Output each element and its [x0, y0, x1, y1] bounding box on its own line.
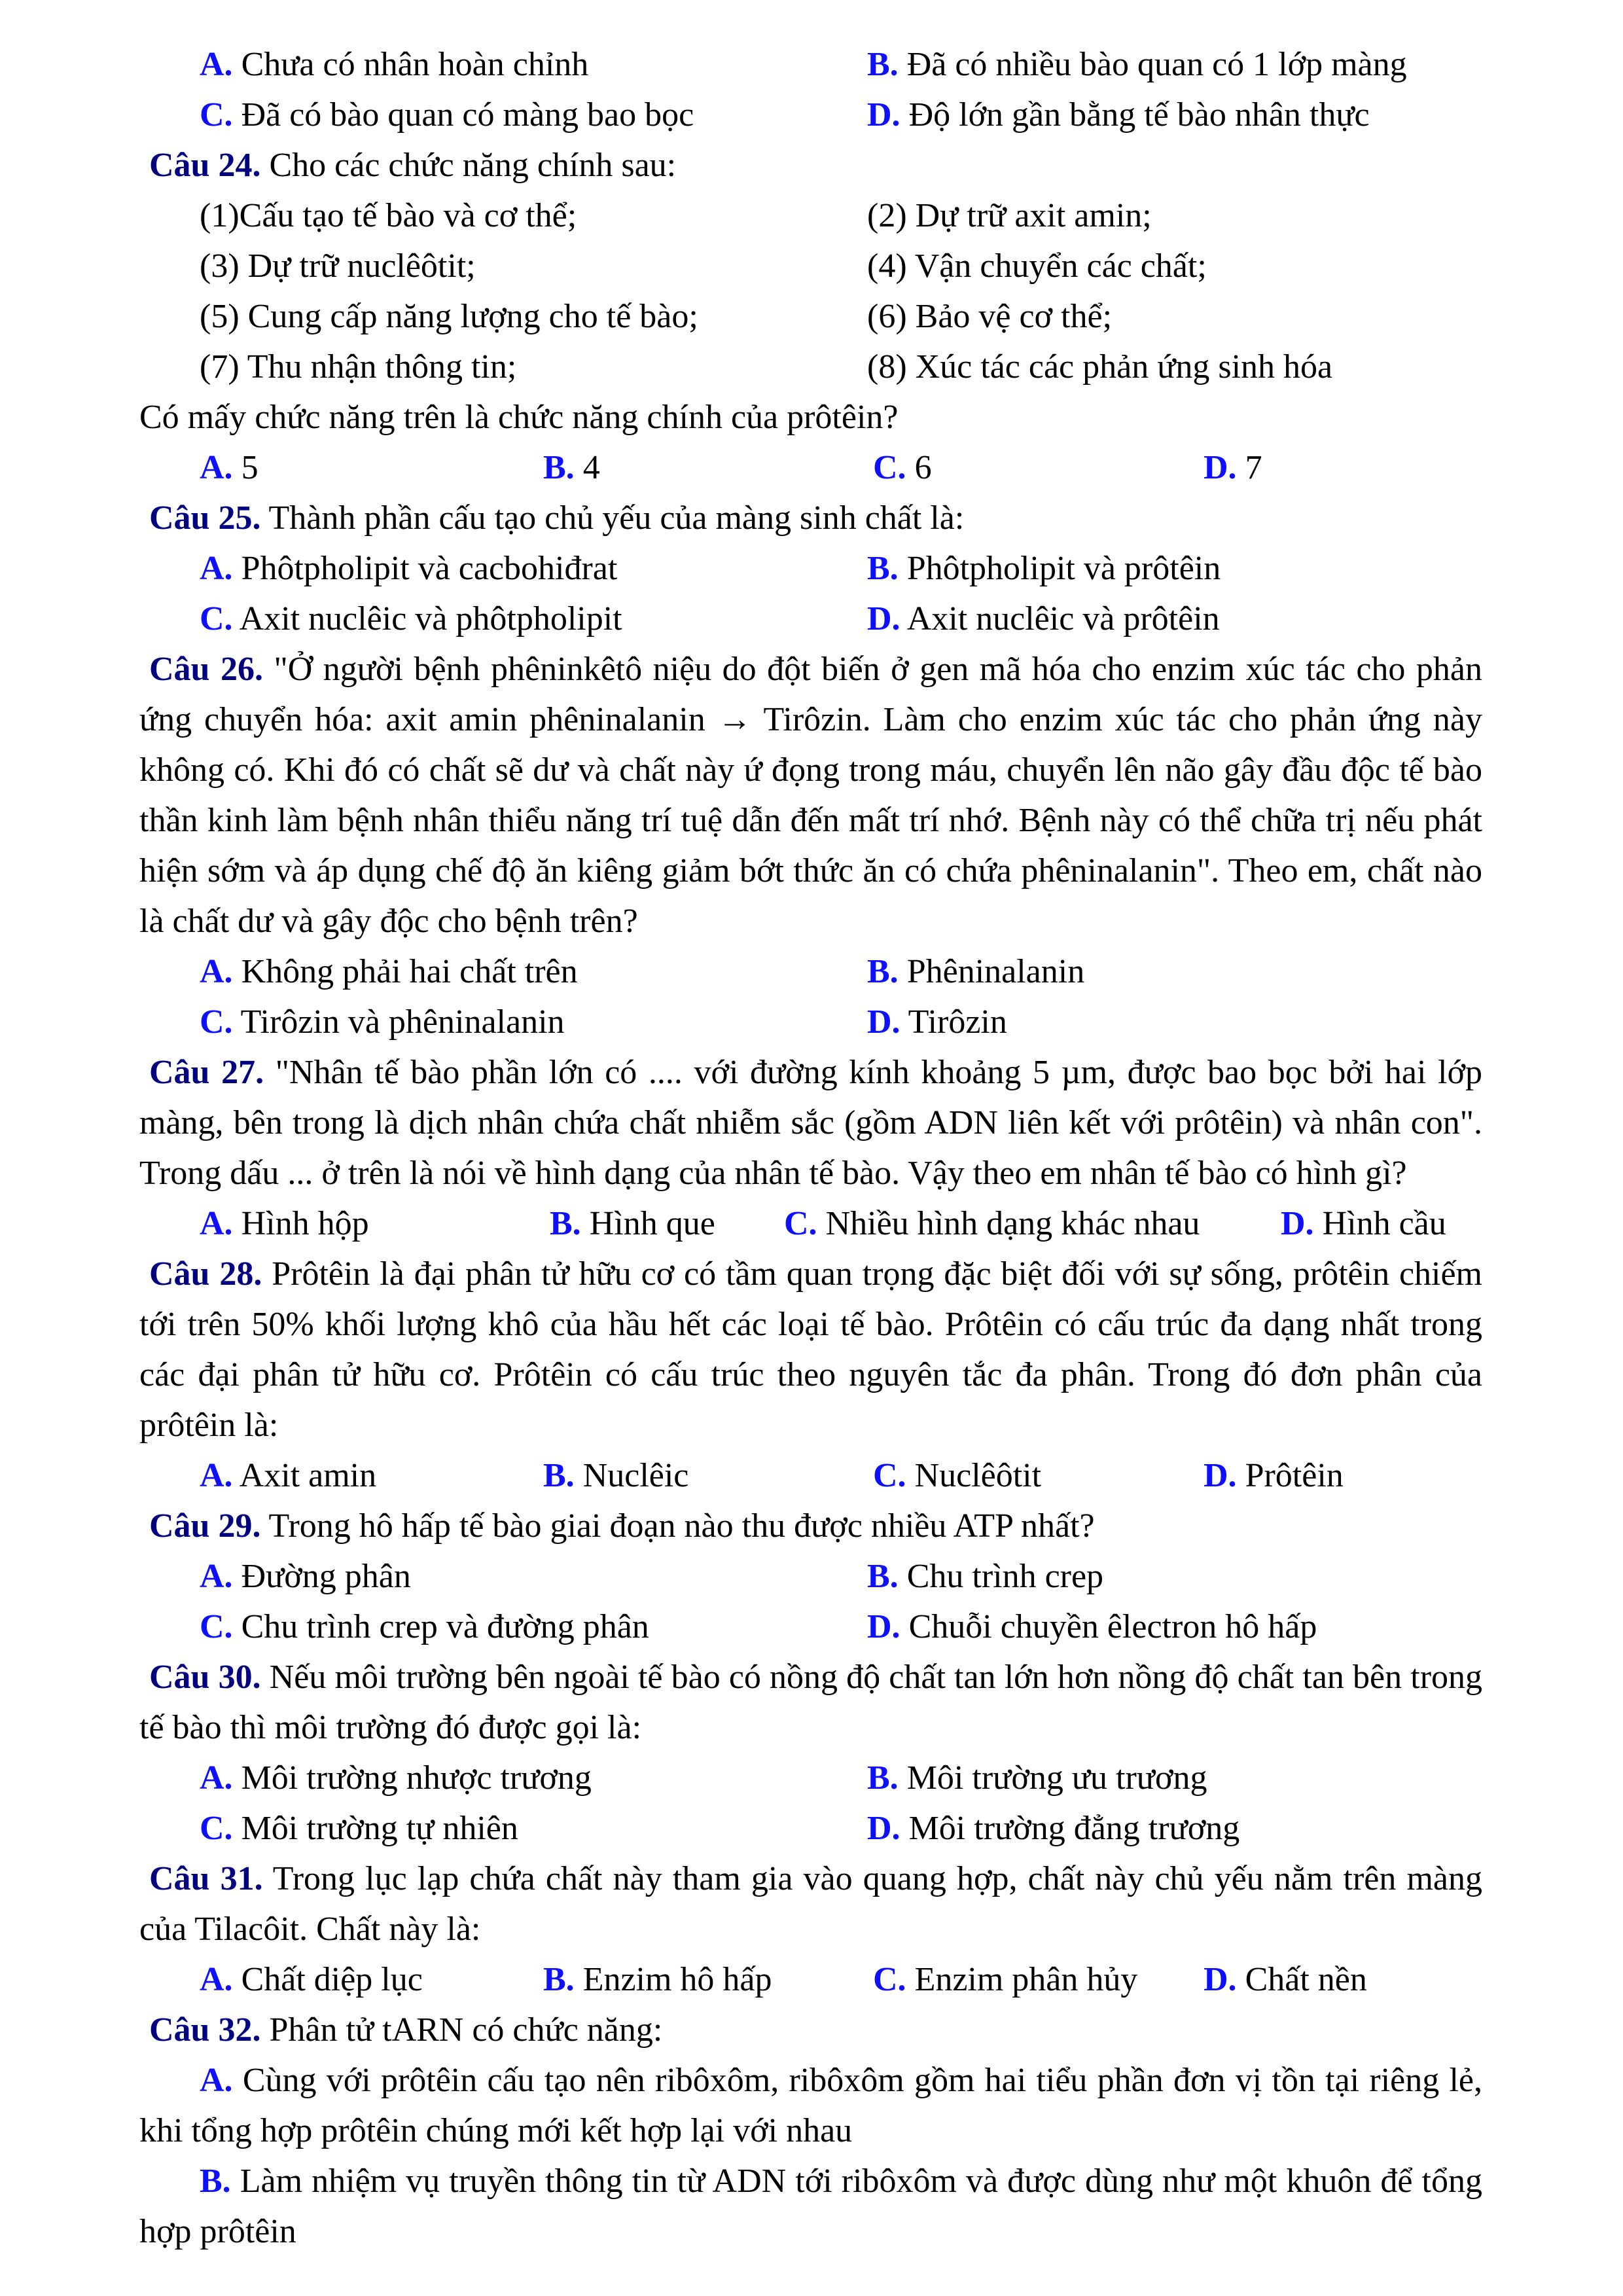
option-letter: A. — [200, 1457, 233, 1494]
option-text: Nuclêôtit — [914, 1457, 1042, 1494]
paragraph-text: Có mấy chức năng trên là chức năng chính của prôtêin? — [139, 399, 899, 436]
option-letter: C. — [200, 96, 233, 134]
question-text: Phân tử tARN có chức năng: — [269, 2011, 663, 2049]
option-paragraph — [139, 2055, 1482, 2156]
option-letter: D. — [867, 96, 901, 134]
question-paragraph — [139, 1047, 1482, 1198]
option-letter: A. — [200, 953, 233, 990]
list-item — [200, 241, 867, 291]
question-text: "Nhân tế bào phần lớn có .... với đường kính khoảng 5 µm, được bao bọc bởi hai lớp màng, bên trong là dịch nhân chứa chất nhiễm sắc (gồm ADN liên kết với prôtêin) và nhân con". Trong dấu ... ở trên là nói về hình dạng của nhân tế bào. Vậy theo em nhân tế bào có hình gì? — [139, 1054, 1482, 1192]
numbered-list-row — [200, 291, 1482, 342]
question-text: Cùng với prôtêin cấu tạo nên ribôxôm, ribôxôm gồm hai tiểu phần đơn vị tồn tại riêng lẻ, khi tổng hợp prôtêin chúng mới kết hợp lại với nhau — [139, 2062, 1482, 2149]
option-letter: A. — [200, 46, 233, 83]
question-number-label: Câu 27. — [149, 1054, 264, 1091]
numbered-list-row — [200, 342, 1482, 392]
options-row — [200, 594, 1482, 644]
options-row — [200, 1803, 1482, 1854]
option-text: Không phải hai chất trên — [241, 953, 578, 990]
option — [867, 1803, 1482, 1854]
list-item-text: (1)Cấu tạo tế bào và cơ thể; — [200, 197, 577, 234]
option-text: Nhiều hình dạng khác nhau — [825, 1205, 1200, 1242]
option-text: Môi trường nhược trương — [241, 1759, 592, 1797]
list-item — [867, 190, 1482, 241]
option — [1204, 442, 1482, 493]
option — [543, 1450, 873, 1501]
numbered-list-row — [200, 190, 1482, 241]
list-item — [867, 291, 1482, 342]
question-number-label: Câu 32. — [149, 2011, 261, 2049]
option-letter: A. — [200, 1759, 233, 1797]
option-text: Đã có bào quan có màng bao bọc — [241, 96, 694, 134]
question-paragraph — [139, 140, 1482, 190]
option-text: Chu trình crep và đường phân — [241, 1608, 649, 1645]
option-letter: B. — [200, 2162, 231, 2200]
option-text: 6 — [914, 449, 932, 486]
options-row — [200, 1551, 1482, 1602]
question-text: Nếu môi trường bên ngoài tế bào có nồng độ chất tan lớn hơn nồng độ chất tan bên trong tế bào thì môi trường đó được gọi là: — [139, 1659, 1483, 1746]
option-letter: B. — [867, 1558, 899, 1595]
question-number-label: Câu 29. — [149, 1507, 261, 1545]
option-text: Độ lớn gần bằng tế bào nhân thực — [908, 96, 1370, 134]
option-text: Đã có nhiều bào quan có 1 lớp màng — [906, 46, 1407, 83]
option — [200, 1954, 543, 2005]
option — [200, 1551, 867, 1602]
question-paragraph — [139, 1854, 1482, 1954]
option-letter: C. — [200, 1003, 233, 1041]
options-row — [200, 946, 1482, 997]
question-paragraph — [139, 2005, 1482, 2055]
option — [784, 1198, 1281, 1249]
question-number-label: Câu 28. — [149, 1255, 262, 1293]
option-letter: C. — [200, 1608, 233, 1645]
options-row — [200, 90, 1482, 140]
options-row — [200, 997, 1482, 1047]
option — [867, 543, 1482, 594]
list-item-text: (6) Bảo vệ cơ thể; — [867, 298, 1113, 335]
option — [867, 1551, 1482, 1602]
options-row — [200, 1602, 1482, 1652]
option-letter: C. — [873, 1457, 906, 1494]
list-item-text: (7) Thu nhận thông tin; — [200, 348, 517, 386]
question-paragraph — [139, 1652, 1482, 1753]
question-text: Cho các chức năng chính sau: — [269, 147, 677, 184]
list-item-text: (3) Dự trữ nuclêôtit; — [200, 247, 476, 285]
option — [550, 1198, 784, 1249]
list-item-text: (2) Dự trữ axit amin; — [867, 197, 1152, 234]
option — [873, 1450, 1204, 1501]
option — [200, 543, 867, 594]
option-text: Phêninalanin — [906, 953, 1085, 990]
option-letter: B. — [867, 953, 899, 990]
list-item-text: (5) Cung cấp năng lượng cho tế bào; — [200, 298, 698, 335]
option-letter: D. — [1204, 1457, 1237, 1494]
option-text: Chất diệp lục — [241, 1961, 423, 1998]
list-item — [200, 190, 867, 241]
option-letter: B. — [867, 550, 899, 587]
option-text: Môi trường tự nhiên — [241, 1810, 518, 1847]
list-item — [200, 342, 867, 392]
list-item-text: (4) Vận chuyển các chất; — [867, 247, 1207, 285]
option-text: Hình hộp — [241, 1205, 369, 1242]
question-paragraph — [139, 493, 1482, 543]
question-text: Trong lục lạp chứa chất này tham gia vào quang hợp, chất này chủ yếu nằm trên màng của Tilacôit. Chất này là: — [139, 1860, 1482, 1948]
option-letter: C. — [873, 1961, 906, 1998]
option-text: Chất nền — [1245, 1961, 1367, 1998]
options-row — [200, 1198, 1482, 1249]
option — [867, 594, 1482, 644]
question-number-label: Câu 25. — [149, 499, 261, 537]
question-text: Prôtêin là đại phân tử hữu cơ có tầm quan trọng đặc biệt đối với sự sống, prôtêin chiếm tới trên 50% khối lượng khô của hầu hết các loại tế bào. Prôtêin có cấu trúc đa dạng nhất trong các đại phân tử hữu cơ. Prôtêin có cấu trúc theo nguyên tắc đa phân. Trong đó đơn phân của prôtêin là: — [139, 1255, 1482, 1444]
question-paragraph — [139, 644, 1482, 946]
option-letter: A. — [200, 2062, 233, 2099]
option-letter: C. — [784, 1205, 817, 1242]
option — [867, 946, 1482, 997]
list-item-text: (8) Xúc tác các phản ứng sinh hóa — [867, 348, 1333, 386]
question-text: Trong hô hấp tế bào giai đoạn nào thu được nhiều ATP nhất? — [268, 1507, 1095, 1545]
options-row — [200, 543, 1482, 594]
option — [873, 442, 1204, 493]
question-number-label: Câu 31. — [149, 1860, 263, 1897]
option-text: Chuỗi chuyền êlectron hô hấp — [908, 1608, 1317, 1645]
option — [867, 1602, 1482, 1652]
option — [867, 997, 1482, 1047]
option-letter: D. — [867, 600, 901, 637]
option — [867, 90, 1482, 140]
option-letter: C. — [873, 449, 906, 486]
option-letter: D. — [1281, 1205, 1314, 1242]
option — [200, 1450, 543, 1501]
option-text: 7 — [1245, 449, 1262, 486]
option — [200, 1602, 867, 1652]
question-text: Làm nhiệm vụ truyền thông tin từ ADN tới ribôxôm và được dùng như một khuôn để tổng hợp prôtêin — [139, 2162, 1483, 2250]
option-text: Chu trình crep — [906, 1558, 1104, 1595]
option-letter: D. — [867, 1810, 901, 1847]
option — [200, 442, 543, 493]
option-text: Phôtpholipit và prôtêin — [906, 550, 1221, 587]
question-text: "Ở người bệnh phêninkêtô niệu do đột biến ở gen mã hóa cho enzim xúc tác cho phản ứng chuyển hóa: axit amin phêninalanin → Tirôzin. Làm cho enzim xúc tác cho phản ứng này không có. Khi đó có chất sẽ dư và chất này ứ đọng trong máu, chuyển lên não gây đầu độc tế bào thần kinh làm bệnh nhân thiểu năng trí tuệ dẫn đến mất trí nhớ. Bệnh này có thể chữa trị nếu phát hiện sớm và áp dụng chế độ ăn kiêng giảm bớt thức ăn có chứa phêninalanin". Theo em, chất nào là chất dư và gây độc cho bệnh trên? — [139, 651, 1482, 940]
option — [1204, 1954, 1482, 2005]
option-letter: D. — [867, 1608, 901, 1645]
question-number-label: Câu 24. — [149, 147, 261, 184]
option — [867, 39, 1482, 90]
option — [873, 1954, 1204, 2005]
option-text: Tirôzin và phêninalanin — [240, 1003, 565, 1041]
options-row — [200, 1753, 1482, 1803]
option-letter: B. — [543, 1457, 575, 1494]
option-text: Môi trường ưu trương — [906, 1759, 1207, 1797]
option-letter: A. — [200, 550, 233, 587]
option-text: 5 — [241, 449, 259, 486]
option-letter: B. — [550, 1205, 581, 1242]
options-row — [200, 442, 1482, 493]
option-letter: B. — [867, 46, 899, 83]
option-text: Đường phân — [241, 1558, 411, 1595]
option-text: Chưa có nhân hoàn chỉnh — [241, 46, 589, 83]
option-paragraph — [139, 2156, 1482, 2257]
option-letter: A. — [200, 1205, 233, 1242]
option-letter: A. — [200, 1558, 233, 1595]
options-row — [200, 1450, 1482, 1501]
option-letter: A. — [200, 449, 233, 486]
option — [200, 90, 867, 140]
question-number-label: Câu 30. — [149, 1659, 261, 1696]
option-text: Tirôzin — [908, 1003, 1007, 1041]
option-text: Enzim phân hủy — [914, 1961, 1138, 1998]
option — [543, 442, 873, 493]
option-letter: B. — [867, 1759, 899, 1797]
option-text: Axit amin — [239, 1457, 377, 1494]
option-letter: B. — [543, 449, 575, 486]
option — [200, 594, 867, 644]
question-text: Thành phần cấu tạo chủ yếu của màng sinh chất là: — [268, 499, 965, 537]
question-number-label: Câu 26. — [149, 651, 263, 688]
list-item — [867, 342, 1482, 392]
paragraph — [139, 392, 1482, 442]
option-text: Axit nuclêic và phôtpholipit — [239, 600, 622, 637]
option — [1204, 1450, 1482, 1501]
option — [200, 39, 867, 90]
option-text: 4 — [582, 449, 600, 486]
option-letter: D. — [1204, 1961, 1237, 1998]
option-text: Phôtpholipit và cacbohiđrat — [241, 550, 618, 587]
option-letter: B. — [543, 1961, 575, 1998]
option-text: Môi trường đẳng trương — [908, 1810, 1240, 1847]
option-letter: C. — [200, 600, 233, 637]
option-text: Hình cầu — [1322, 1205, 1446, 1242]
option-text: Axit nuclêic và prôtêin — [906, 600, 1220, 637]
list-item — [867, 241, 1482, 291]
question-paragraph — [139, 1501, 1482, 1551]
option-letter: D. — [867, 1003, 901, 1041]
option — [200, 1198, 550, 1249]
option-text: Nuclêic — [582, 1457, 689, 1494]
option-letter: C. — [200, 1810, 233, 1847]
numbered-list-row — [200, 241, 1482, 291]
options-row — [200, 39, 1482, 90]
options-row — [200, 1954, 1482, 2005]
option-letter: A. — [200, 1961, 233, 1998]
option — [200, 1753, 867, 1803]
option — [543, 1954, 873, 2005]
option — [200, 946, 867, 997]
option — [200, 1803, 867, 1854]
list-item — [200, 291, 867, 342]
option-text: Enzim hô hấp — [582, 1961, 772, 1998]
option-text: Prôtêin — [1245, 1457, 1344, 1494]
option — [867, 1753, 1482, 1803]
question-paragraph — [139, 1249, 1482, 1450]
option-text: Hình que — [589, 1205, 715, 1242]
option-letter: D. — [1204, 449, 1237, 486]
option — [1281, 1198, 1482, 1249]
option — [200, 997, 867, 1047]
